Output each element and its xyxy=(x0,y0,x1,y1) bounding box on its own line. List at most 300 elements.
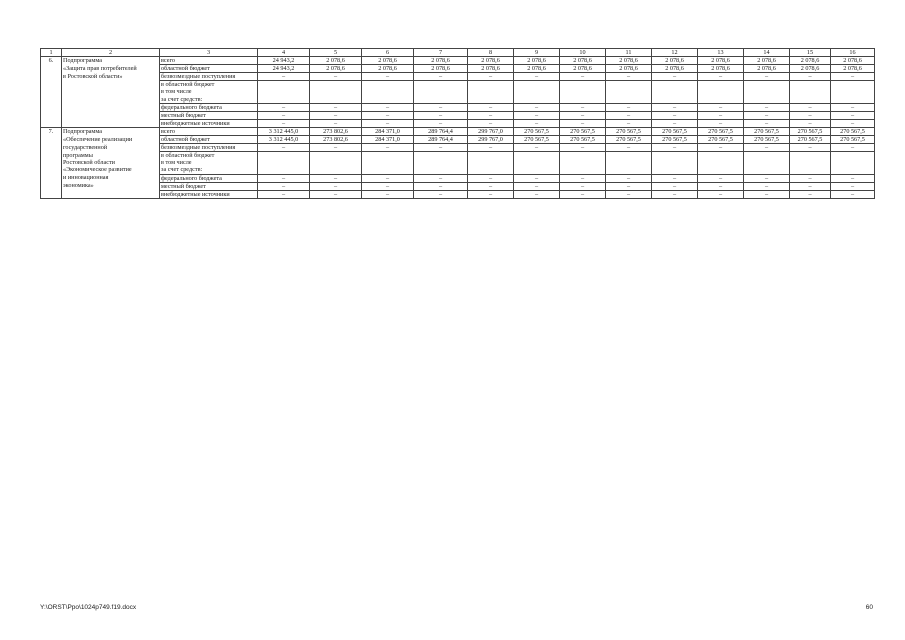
value-cell xyxy=(362,88,414,95)
value-cell xyxy=(652,152,698,160)
value-cell: – xyxy=(831,119,875,127)
value-cell: 284 371,0 xyxy=(362,136,414,144)
value-cell xyxy=(414,88,468,95)
value-cell: 270 567,5 xyxy=(790,127,831,135)
table-row xyxy=(41,96,875,104)
subprogram-name-line xyxy=(62,96,160,104)
value-cell: 2 078,6 xyxy=(744,65,790,73)
value-cell: – xyxy=(514,144,560,152)
column-header: 10 xyxy=(560,49,606,57)
value-cell: – xyxy=(790,144,831,152)
value-cell: – xyxy=(790,190,831,198)
value-cell: – xyxy=(514,73,560,81)
row-number xyxy=(41,159,62,166)
value-cell: – xyxy=(652,73,698,81)
value-cell xyxy=(698,152,744,160)
value-cell: – xyxy=(652,103,698,111)
value-cell: 2 078,6 xyxy=(652,65,698,73)
table-row xyxy=(41,81,875,89)
row-number xyxy=(41,182,62,190)
value-cell: – xyxy=(606,103,652,111)
row-number xyxy=(41,88,62,95)
row-number xyxy=(41,190,62,198)
value-cell: 273 802,6 xyxy=(310,127,362,135)
row-number xyxy=(41,81,62,89)
header-row xyxy=(41,49,875,57)
value-cell: – xyxy=(310,111,362,119)
value-cell: – xyxy=(698,174,744,182)
value-cell: – xyxy=(698,119,744,127)
value-cell: – xyxy=(514,111,560,119)
value-cell: – xyxy=(652,111,698,119)
value-cell xyxy=(514,152,560,160)
value-cell: – xyxy=(362,103,414,111)
funding-source: местный бюджет xyxy=(160,111,258,119)
value-cell: – xyxy=(414,144,468,152)
value-cell: – xyxy=(310,182,362,190)
value-cell: – xyxy=(414,190,468,198)
row-number xyxy=(41,73,62,81)
value-cell: – xyxy=(652,144,698,152)
value-cell: 270 567,5 xyxy=(560,127,606,135)
value-cell xyxy=(414,166,468,174)
value-cell xyxy=(362,166,414,174)
value-cell: – xyxy=(744,111,790,119)
value-cell: – xyxy=(310,144,362,152)
table-row xyxy=(41,159,875,166)
subprogram-name-line xyxy=(62,119,160,127)
value-cell: – xyxy=(744,103,790,111)
value-cell: – xyxy=(258,190,310,198)
value-cell: 2 078,6 xyxy=(652,57,698,65)
value-cell xyxy=(514,159,560,166)
budget-table xyxy=(40,48,875,199)
value-cell: – xyxy=(698,111,744,119)
value-cell xyxy=(790,152,831,160)
value-cell: – xyxy=(831,73,875,81)
value-cell: – xyxy=(790,182,831,190)
value-cell: 270 567,5 xyxy=(831,127,875,135)
value-cell xyxy=(606,159,652,166)
value-cell: 270 567,5 xyxy=(744,127,790,135)
value-cell: 24 943,2 xyxy=(258,57,310,65)
value-cell: – xyxy=(831,111,875,119)
funding-source: в том числе xyxy=(160,88,258,95)
value-cell xyxy=(831,96,875,104)
value-cell xyxy=(310,166,362,174)
column-header: 13 xyxy=(698,49,744,57)
value-cell: – xyxy=(468,73,514,81)
value-cell xyxy=(744,152,790,160)
row-number xyxy=(41,103,62,111)
column-header: 15 xyxy=(790,49,831,57)
table-row xyxy=(41,57,875,65)
table-row xyxy=(41,111,875,119)
value-cell xyxy=(790,88,831,95)
value-cell: 270 567,5 xyxy=(790,136,831,144)
value-cell: 273 802,6 xyxy=(310,136,362,144)
value-cell xyxy=(362,96,414,104)
funding-source: внебюджетные источники xyxy=(160,119,258,127)
value-cell: 2 078,6 xyxy=(310,65,362,73)
value-cell xyxy=(606,81,652,89)
value-cell xyxy=(258,159,310,166)
value-cell xyxy=(652,166,698,174)
value-cell: 284 371,0 xyxy=(362,127,414,135)
value-cell: – xyxy=(258,182,310,190)
value-cell: – xyxy=(362,111,414,119)
value-cell: – xyxy=(698,73,744,81)
value-cell xyxy=(258,96,310,104)
document-path: Y:\ORST\Ppo\1024p749.f19.docx xyxy=(40,604,137,611)
value-cell: 270 567,5 xyxy=(831,136,875,144)
subprogram-name-line: «Экономическое развитие xyxy=(62,166,160,174)
value-cell xyxy=(468,88,514,95)
value-cell xyxy=(414,159,468,166)
value-cell: 3 312 445,0 xyxy=(258,127,310,135)
value-cell: – xyxy=(362,190,414,198)
value-cell xyxy=(606,152,652,160)
value-cell: 24 943,2 xyxy=(258,65,310,73)
value-cell xyxy=(258,166,310,174)
value-cell: – xyxy=(606,174,652,182)
column-header: 12 xyxy=(652,49,698,57)
funding-source: областной бюджет xyxy=(160,65,258,73)
value-cell: – xyxy=(468,190,514,198)
value-cell xyxy=(310,81,362,89)
value-cell: – xyxy=(362,182,414,190)
value-cell: – xyxy=(362,144,414,152)
value-cell xyxy=(698,96,744,104)
funding-source: в том числе xyxy=(160,159,258,166)
value-cell: 299 767,0 xyxy=(468,136,514,144)
value-cell: – xyxy=(698,144,744,152)
value-cell: – xyxy=(790,174,831,182)
row-number xyxy=(41,111,62,119)
value-cell xyxy=(790,81,831,89)
value-cell: – xyxy=(310,174,362,182)
value-cell: 2 078,6 xyxy=(468,65,514,73)
value-cell: 2 078,6 xyxy=(790,57,831,65)
funding-source: за счет средств: xyxy=(160,96,258,104)
value-cell: 270 567,5 xyxy=(514,127,560,135)
column-header: 6 xyxy=(362,49,414,57)
row-number: 6. xyxy=(41,57,62,65)
value-cell: – xyxy=(606,144,652,152)
value-cell: – xyxy=(790,73,831,81)
value-cell: 2 078,6 xyxy=(790,65,831,73)
column-header: 3 xyxy=(160,49,258,57)
value-cell xyxy=(468,152,514,160)
row-number xyxy=(41,119,62,127)
subprogram-name-line xyxy=(62,111,160,119)
value-cell: 270 567,5 xyxy=(652,136,698,144)
value-cell xyxy=(698,88,744,95)
value-cell: – xyxy=(310,119,362,127)
page-number: 60 xyxy=(865,604,873,611)
value-cell: – xyxy=(831,190,875,198)
value-cell: – xyxy=(362,119,414,127)
value-cell xyxy=(652,159,698,166)
value-cell: – xyxy=(606,119,652,127)
value-cell xyxy=(606,96,652,104)
column-header: 16 xyxy=(831,49,875,57)
value-cell: – xyxy=(258,73,310,81)
funding-source: всего xyxy=(160,57,258,65)
value-cell: 2 078,6 xyxy=(698,57,744,65)
funding-source: местный бюджет xyxy=(160,182,258,190)
value-cell: – xyxy=(790,111,831,119)
value-cell: – xyxy=(652,190,698,198)
value-cell: – xyxy=(606,111,652,119)
value-cell xyxy=(744,81,790,89)
value-cell: – xyxy=(744,144,790,152)
value-cell: – xyxy=(744,174,790,182)
value-cell: – xyxy=(698,190,744,198)
value-cell: – xyxy=(560,174,606,182)
value-cell: 2 078,6 xyxy=(560,57,606,65)
value-cell: – xyxy=(606,190,652,198)
value-cell xyxy=(831,159,875,166)
value-cell xyxy=(560,81,606,89)
column-header: 14 xyxy=(744,49,790,57)
value-cell: – xyxy=(744,182,790,190)
value-cell xyxy=(514,96,560,104)
value-cell: 270 567,5 xyxy=(606,127,652,135)
row-number xyxy=(41,96,62,104)
value-cell: – xyxy=(831,144,875,152)
value-cell: 2 078,6 xyxy=(744,57,790,65)
value-cell: 2 078,6 xyxy=(514,65,560,73)
value-cell xyxy=(468,81,514,89)
value-cell: 2 078,6 xyxy=(514,57,560,65)
value-cell xyxy=(560,159,606,166)
value-cell: – xyxy=(831,103,875,111)
table-row xyxy=(41,73,875,81)
value-cell xyxy=(468,96,514,104)
value-cell: 2 078,6 xyxy=(698,65,744,73)
value-cell xyxy=(744,96,790,104)
value-cell: – xyxy=(468,111,514,119)
subprogram-name-line: Ростовской области xyxy=(62,159,160,166)
value-cell xyxy=(831,88,875,95)
table-row xyxy=(41,182,875,190)
value-cell: – xyxy=(414,174,468,182)
value-cell: – xyxy=(514,182,560,190)
value-cell: 2 078,6 xyxy=(606,65,652,73)
value-cell: 289 764,4 xyxy=(414,127,468,135)
value-cell xyxy=(414,152,468,160)
value-cell: 2 078,6 xyxy=(362,57,414,65)
value-cell: 270 567,5 xyxy=(560,136,606,144)
value-cell: – xyxy=(652,119,698,127)
value-cell xyxy=(606,88,652,95)
value-cell xyxy=(652,81,698,89)
value-cell xyxy=(652,88,698,95)
value-cell xyxy=(744,166,790,174)
value-cell: – xyxy=(258,144,310,152)
table-row xyxy=(41,152,875,160)
value-cell: – xyxy=(414,103,468,111)
value-cell xyxy=(362,152,414,160)
column-header: 4 xyxy=(258,49,310,57)
funding-source: в областной бюджет xyxy=(160,152,258,160)
value-cell xyxy=(468,166,514,174)
value-cell: – xyxy=(744,119,790,127)
funding-source: областной бюджет xyxy=(160,136,258,144)
value-cell: – xyxy=(310,103,362,111)
funding-source: внебюджетные источники xyxy=(160,190,258,198)
table-row xyxy=(41,119,875,127)
value-cell xyxy=(790,159,831,166)
row-number: 7. xyxy=(41,127,62,135)
value-cell xyxy=(310,96,362,104)
value-cell: 2 078,6 xyxy=(310,57,362,65)
value-cell: – xyxy=(652,182,698,190)
value-cell: – xyxy=(468,174,514,182)
value-cell: 289 764,4 xyxy=(414,136,468,144)
value-cell xyxy=(258,152,310,160)
table-row xyxy=(41,65,875,73)
value-cell xyxy=(560,88,606,95)
value-cell: 2 078,6 xyxy=(362,65,414,73)
value-cell: 2 078,6 xyxy=(414,57,468,65)
value-cell: – xyxy=(560,119,606,127)
value-cell: 3 312 445,0 xyxy=(258,136,310,144)
value-cell xyxy=(514,81,560,89)
value-cell: 270 567,5 xyxy=(698,127,744,135)
value-cell: – xyxy=(514,190,560,198)
value-cell: – xyxy=(560,111,606,119)
value-cell xyxy=(652,96,698,104)
value-cell: – xyxy=(514,103,560,111)
value-cell xyxy=(831,81,875,89)
value-cell xyxy=(514,166,560,174)
table-row xyxy=(41,127,875,135)
column-header: 11 xyxy=(606,49,652,57)
funding-source: безвозмездные поступления xyxy=(160,73,258,81)
value-cell: – xyxy=(652,174,698,182)
value-cell: – xyxy=(414,182,468,190)
value-cell: – xyxy=(414,119,468,127)
value-cell xyxy=(310,152,362,160)
value-cell: 2 078,6 xyxy=(560,65,606,73)
subprogram-name-line: программы xyxy=(62,152,160,160)
row-number xyxy=(41,166,62,174)
value-cell: – xyxy=(560,144,606,152)
funding-source: федерального бюджета xyxy=(160,103,258,111)
table-row xyxy=(41,174,875,182)
value-cell: – xyxy=(362,73,414,81)
value-cell: 270 567,5 xyxy=(606,136,652,144)
value-cell: – xyxy=(790,119,831,127)
value-cell: – xyxy=(790,103,831,111)
value-cell xyxy=(698,166,744,174)
table-row xyxy=(41,190,875,198)
value-cell xyxy=(560,152,606,160)
value-cell xyxy=(514,88,560,95)
subprogram-name-line: государственной xyxy=(62,144,160,152)
funding-source: безвозмездные поступления xyxy=(160,144,258,152)
value-cell xyxy=(560,96,606,104)
value-cell xyxy=(310,159,362,166)
table-row xyxy=(41,103,875,111)
value-cell: – xyxy=(831,182,875,190)
subprogram-name-line: экономика» xyxy=(62,182,160,190)
value-cell: – xyxy=(414,111,468,119)
value-cell xyxy=(258,88,310,95)
funding-source: всего xyxy=(160,127,258,135)
value-cell xyxy=(790,96,831,104)
value-cell: – xyxy=(310,190,362,198)
funding-source: за счет средств: xyxy=(160,166,258,174)
value-cell: – xyxy=(560,190,606,198)
subprogram-name-line: в Ростовской области» xyxy=(62,73,160,81)
value-cell: – xyxy=(744,73,790,81)
row-number xyxy=(41,136,62,144)
value-cell xyxy=(606,166,652,174)
value-cell xyxy=(744,88,790,95)
column-header: 2 xyxy=(62,49,160,57)
value-cell: 2 078,6 xyxy=(414,65,468,73)
column-header: 8 xyxy=(468,49,514,57)
value-cell: – xyxy=(258,174,310,182)
value-cell: 2 078,6 xyxy=(468,57,514,65)
column-header: 5 xyxy=(310,49,362,57)
value-cell xyxy=(258,81,310,89)
value-cell: – xyxy=(258,111,310,119)
column-header: 9 xyxy=(514,49,560,57)
value-cell xyxy=(831,152,875,160)
table-row xyxy=(41,166,875,174)
value-cell: – xyxy=(698,103,744,111)
subprogram-name-line: и инновационная xyxy=(62,174,160,182)
value-cell: 270 567,5 xyxy=(698,136,744,144)
value-cell: 2 078,6 xyxy=(831,57,875,65)
subprogram-name-line: «Защита прав потребителей xyxy=(62,65,160,73)
funding-source: в областной бюджет xyxy=(160,81,258,89)
value-cell xyxy=(468,159,514,166)
column-header: 7 xyxy=(414,49,468,57)
value-cell: – xyxy=(468,182,514,190)
subprogram-name-line xyxy=(62,103,160,111)
value-cell: – xyxy=(698,182,744,190)
value-cell: – xyxy=(414,73,468,81)
value-cell: – xyxy=(744,190,790,198)
value-cell: – xyxy=(560,103,606,111)
subprogram-name-line xyxy=(62,88,160,95)
row-number xyxy=(41,65,62,73)
row-number xyxy=(41,174,62,182)
table-row xyxy=(41,144,875,152)
value-cell xyxy=(414,96,468,104)
value-cell xyxy=(310,88,362,95)
value-cell: 2 078,6 xyxy=(831,65,875,73)
value-cell: – xyxy=(606,182,652,190)
value-cell: – xyxy=(560,182,606,190)
subprogram-name-line: «Обеспечение реализации xyxy=(62,136,160,144)
value-cell: 2 078,6 xyxy=(606,57,652,65)
value-cell: – xyxy=(514,119,560,127)
value-cell: – xyxy=(606,73,652,81)
value-cell xyxy=(831,166,875,174)
value-cell xyxy=(560,166,606,174)
table-row xyxy=(41,136,875,144)
value-cell xyxy=(698,81,744,89)
value-cell: 270 567,5 xyxy=(744,136,790,144)
row-number xyxy=(41,152,62,160)
value-cell: 299 767,0 xyxy=(468,127,514,135)
